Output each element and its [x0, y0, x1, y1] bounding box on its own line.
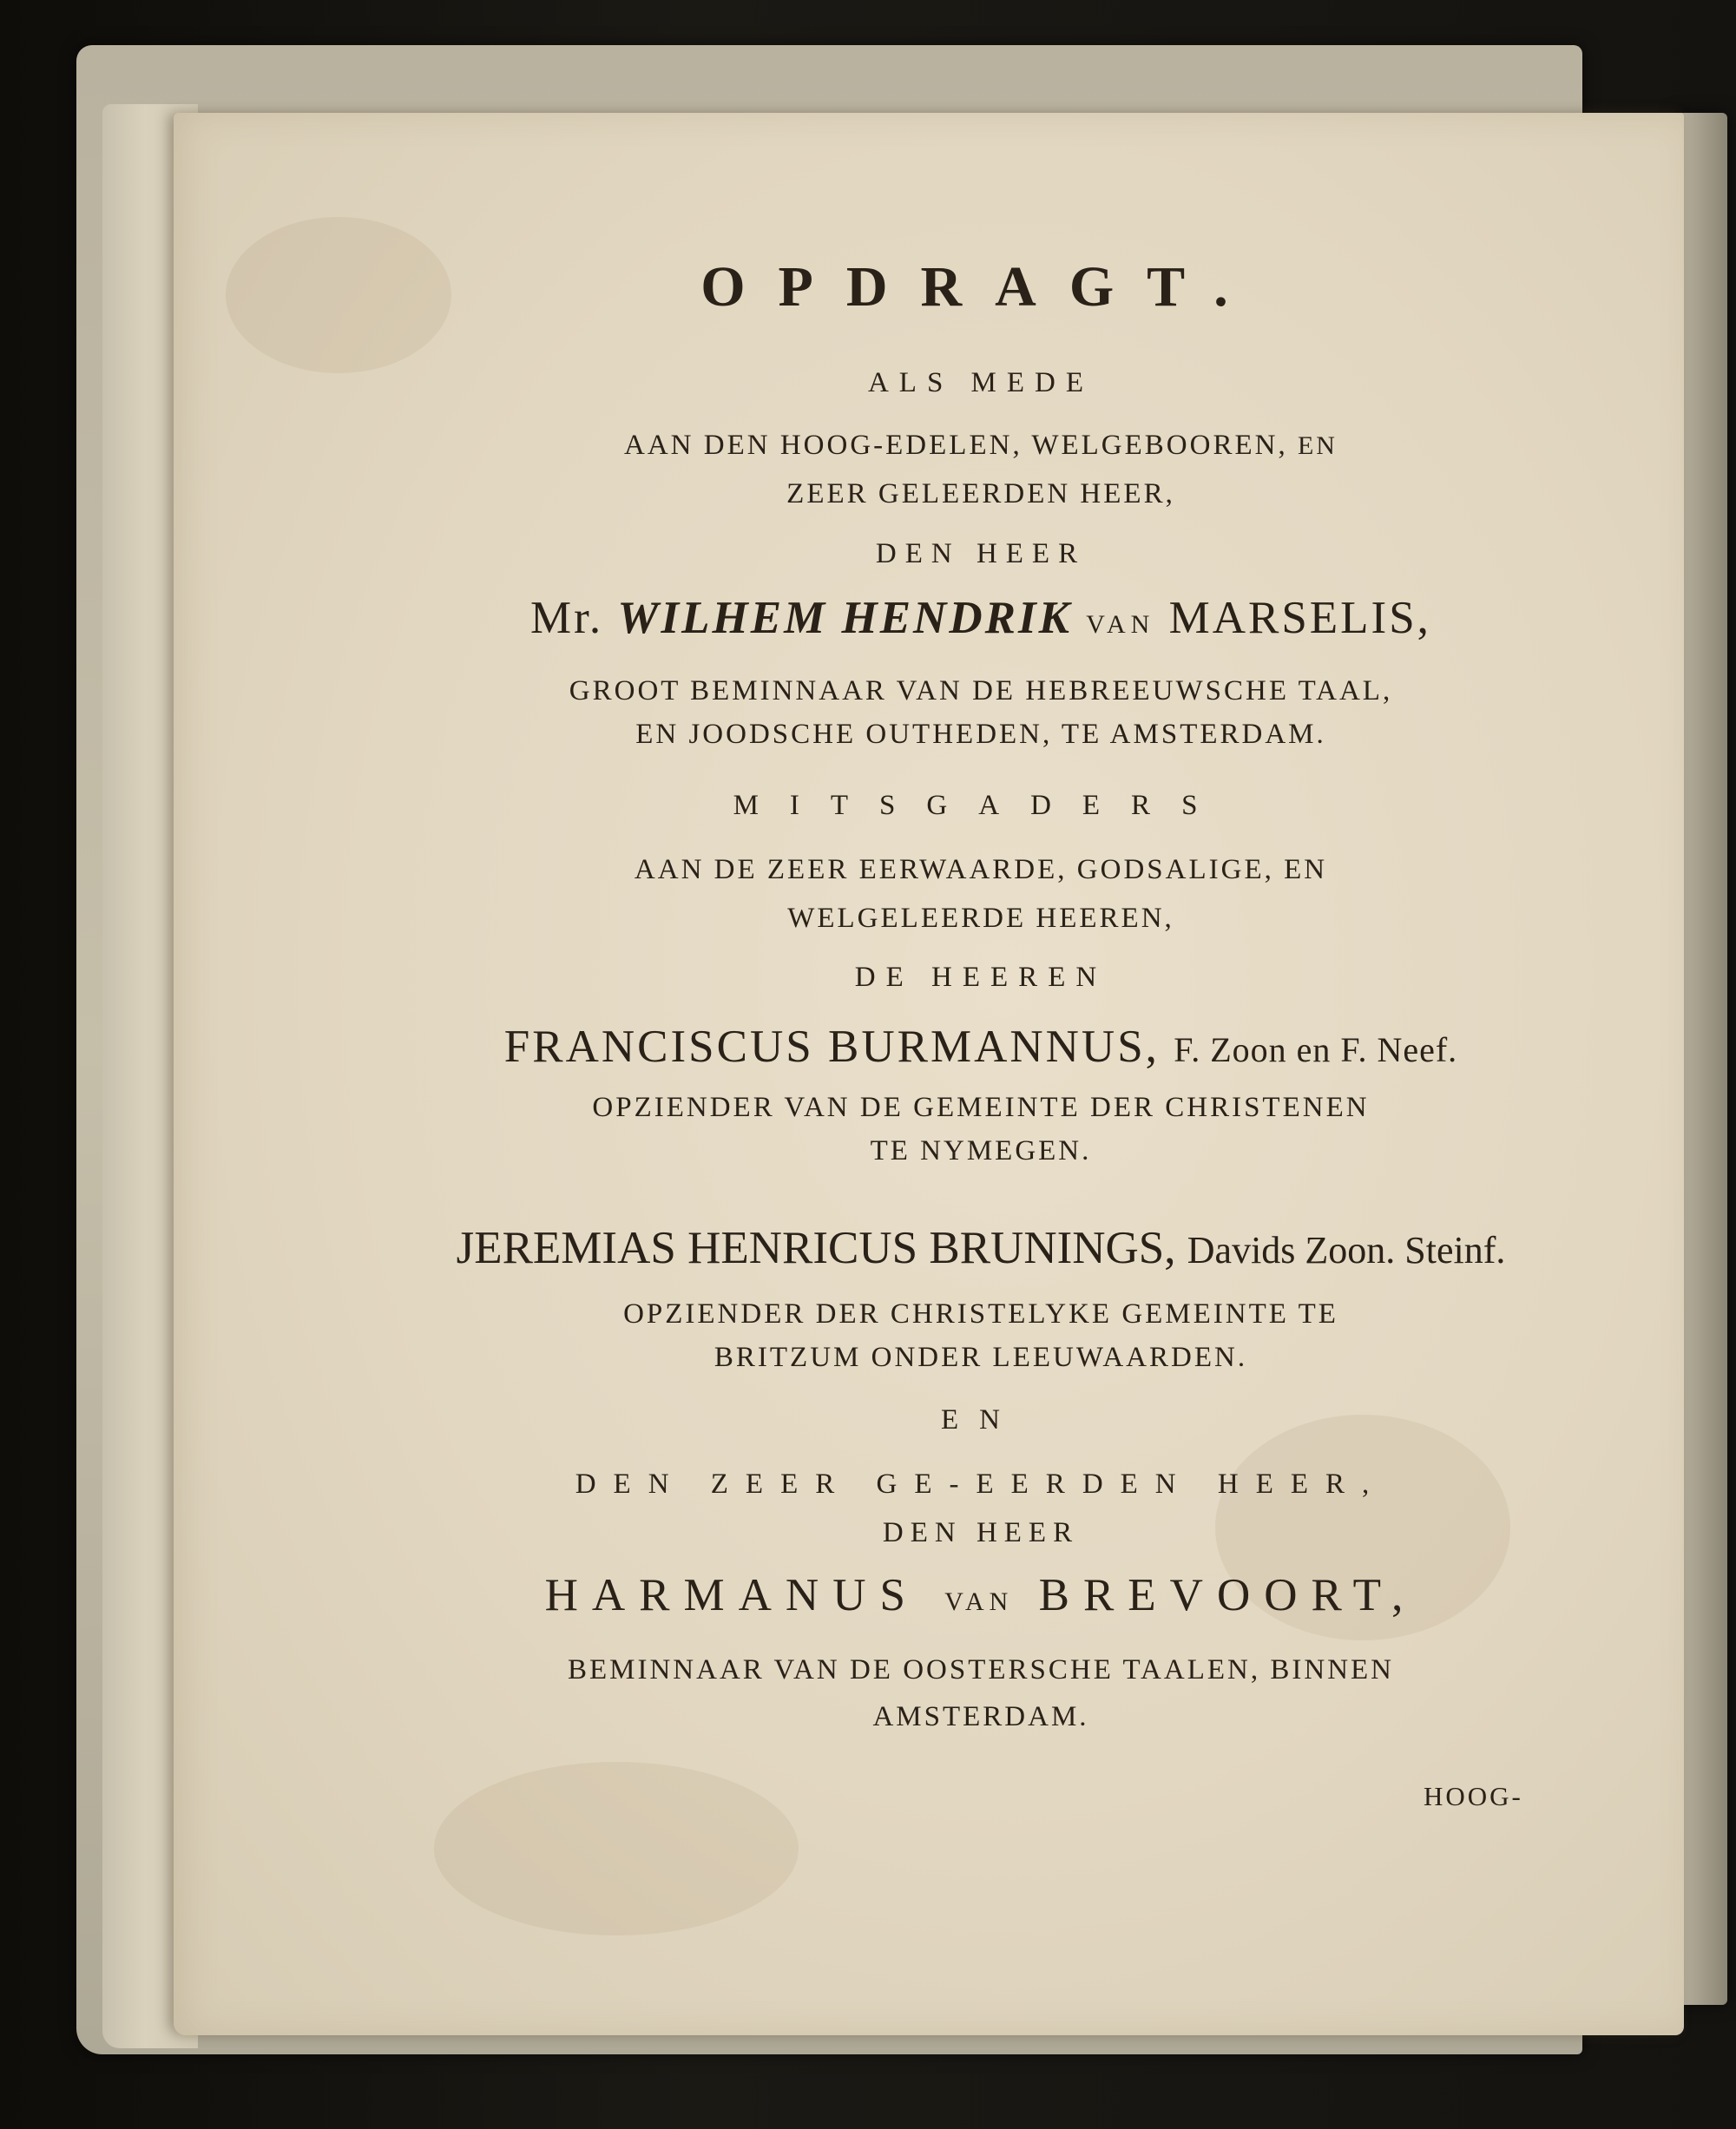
name-burmannus — [365, 1024, 1597, 1070]
brevoort-desc-2: AMSTERDAM. — [872, 1701, 1089, 1732]
name-marselis-particle: VAN — [1086, 610, 1155, 639]
mitsgaders-line: MITSGADERS — [733, 790, 1229, 821]
name-burmannus-main: FRANCISCUS BURMANNUS, — [503, 1022, 1160, 1072]
aan-de-line-1: AAN DE ZEER EERWAARDE, GODSALIGE, EN — [634, 854, 1328, 885]
brunings-desc-1: OPZIENDER DER CHRISTELYKE GEMEINTE TE — [623, 1298, 1338, 1330]
name-marselis-surname: MARSELIS, — [1168, 593, 1431, 643]
den-heer-line-1: DEN HEER — [875, 538, 1087, 569]
page-title: OPDRAGT. — [700, 255, 1261, 319]
den-heer-line-2: DEN HEER — [882, 1517, 1080, 1548]
name-brevoort-given: HARMANUS — [544, 1570, 919, 1620]
addressee-line-1 — [365, 431, 1597, 460]
marselis-desc-1: GROOT BEMINNAAR VAN DE HEBREEUWSCHE TAAL, — [569, 675, 1393, 706]
addressee-line-1-text: AAN DEN HOOG-EDELEN, WELGEBOOREN, — [624, 430, 1288, 461]
catchword: HOOG- — [1424, 1781, 1523, 1811]
name-brevoort-surname: BREVOORT, — [1038, 1570, 1417, 1620]
marselis-desc-2: EN JOODSCHE OUTHEDEN, TE AMSTERDAM. — [635, 719, 1326, 750]
name-brunings-main: JEREMIAS HENRICUS BRUNINGS, — [456, 1223, 1176, 1273]
name-burmannus-suffix: F. Zoon en F. Neef. — [1174, 1030, 1458, 1069]
aan-de-line-2: WELGELEERDE HEEREN, — [787, 903, 1174, 934]
name-brunings-suffix: Davids Zoon. Steinf. — [1187, 1229, 1506, 1271]
als-mede-line: ALS MEDE — [867, 367, 1095, 398]
burmannus-desc-1: OPZIENDER VAN DE GEMEINTE DER CHRISTENEN — [592, 1092, 1370, 1123]
addressee-line-1-en: EN — [1297, 431, 1338, 460]
en-line: EN — [941, 1404, 1021, 1436]
brevoort-desc-1: BEMINNAAR VAN DE OOSTERSCHE TAALEN, BINNEN — [567, 1654, 1395, 1685]
brunings-desc-2: BRITZUM ONDER LEEUWAARDEN. — [713, 1342, 1248, 1373]
name-marselis-prefix: Mr. — [530, 593, 604, 643]
name-brevoort — [365, 1570, 1597, 1620]
name-marselis-given: WILHEM HENDRIK — [617, 593, 1072, 643]
name-brunings — [365, 1225, 1597, 1271]
burmannus-desc-2: TE NYMEGEN. — [870, 1135, 1092, 1166]
name-brevoort-particle: VAN — [944, 1587, 1014, 1616]
de-heeren-line: DE HEEREN — [854, 962, 1108, 993]
name-marselis — [365, 595, 1597, 641]
addressee-line-2: ZEER GELEERDEN HEER, — [786, 478, 1175, 509]
den-zeer-line: DEN ZEER GE-EERDEN HEER, — [575, 1469, 1387, 1500]
